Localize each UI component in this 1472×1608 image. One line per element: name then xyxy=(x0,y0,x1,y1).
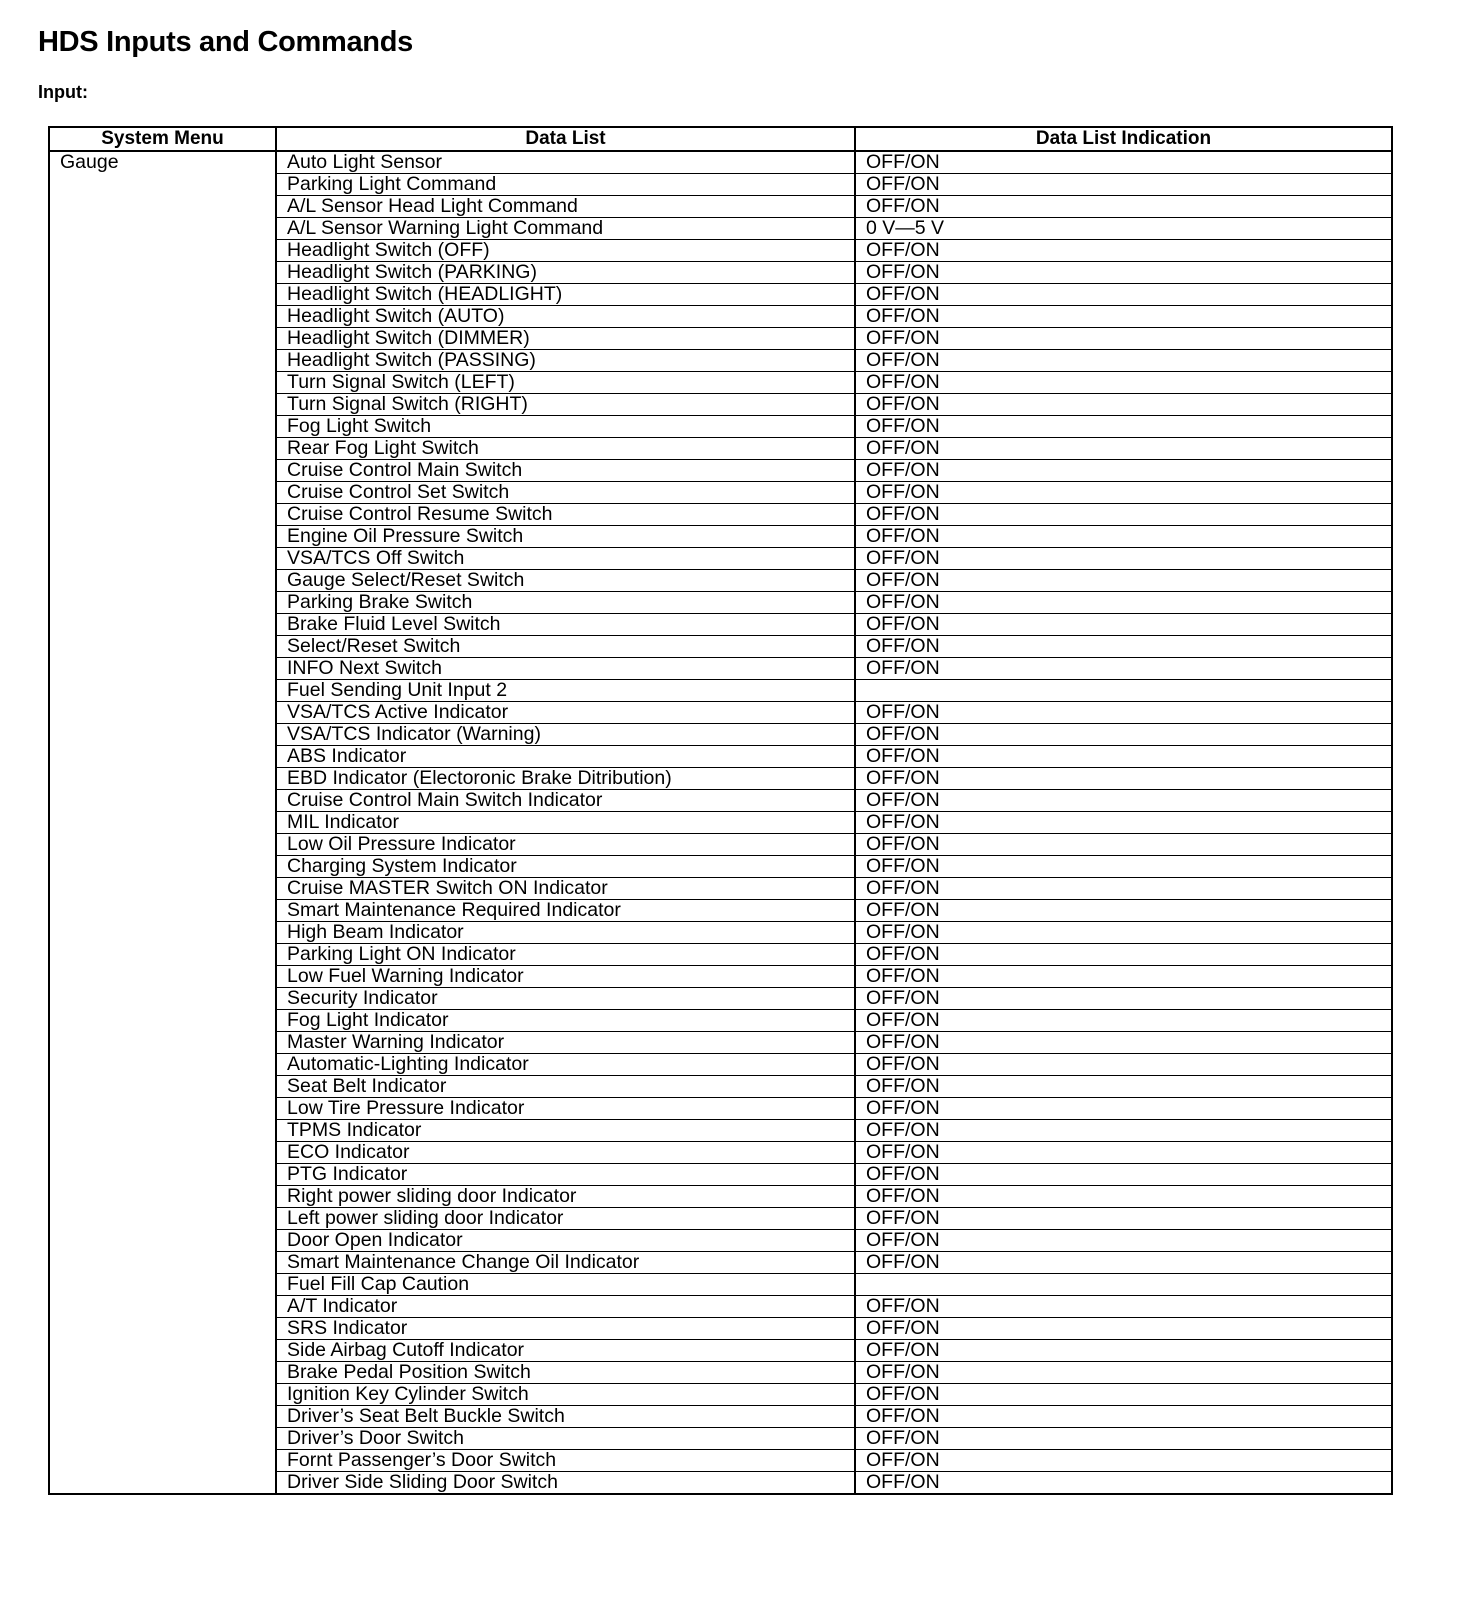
data-list-cell: Low Fuel Warning Indicator xyxy=(276,966,855,988)
indication-cell: OFF/ON xyxy=(855,394,1392,416)
indication-cell: OFF/ON xyxy=(855,1230,1392,1252)
table-body xyxy=(49,151,1392,1494)
indication-cell: OFF/ON xyxy=(855,1010,1392,1032)
data-list-cell: Driver’s Seat Belt Buckle Switch xyxy=(276,1406,855,1428)
header-data-list-indication: Data List Indication xyxy=(855,127,1392,151)
indication-cell: OFF/ON xyxy=(855,966,1392,988)
indication-cell: OFF/ON xyxy=(855,438,1392,460)
indication-cell: OFF/ON xyxy=(855,328,1392,350)
section-label: Input: xyxy=(38,82,88,102)
indication-cell: OFF/ON xyxy=(855,1362,1392,1384)
indication-cell: OFF/ON xyxy=(855,526,1392,548)
indication-cell: OFF/ON xyxy=(855,1296,1392,1318)
data-list-cell: Fog Light Indicator xyxy=(276,1010,855,1032)
indication-cell: OFF/ON xyxy=(855,702,1392,724)
indication-cell: OFF/ON xyxy=(855,174,1392,196)
data-list-cell: Gauge Select/Reset Switch xyxy=(276,570,855,592)
indication-cell: OFF/ON xyxy=(855,1252,1392,1274)
data-list-cell: VSA/TCS Off Switch xyxy=(276,548,855,570)
hds-data-table xyxy=(48,126,1393,1495)
data-list-cell: A/L Sensor Head Light Command xyxy=(276,196,855,218)
data-list-cell: EBD Indicator (Electoronic Brake Ditribution) xyxy=(276,768,855,790)
data-list-cell: Headlight Switch (DIMMER) xyxy=(276,328,855,350)
data-list-cell: ECO Indicator xyxy=(276,1142,855,1164)
data-list-cell: Charging System Indicator xyxy=(276,856,855,878)
table-row xyxy=(49,151,1392,174)
data-list-cell: Automatic-Lighting Indicator xyxy=(276,1054,855,1076)
data-list-cell: Fornt Passenger’s Door Switch xyxy=(276,1450,855,1472)
indication-cell: OFF/ON xyxy=(855,1054,1392,1076)
data-list-cell: VSA/TCS Indicator (Warning) xyxy=(276,724,855,746)
data-list-cell: Turn Signal Switch (RIGHT) xyxy=(276,394,855,416)
data-list-cell: Low Oil Pressure Indicator xyxy=(276,834,855,856)
indication-cell: OFF/ON xyxy=(855,856,1392,878)
indication-cell: OFF/ON xyxy=(855,1406,1392,1428)
indication-cell xyxy=(855,680,1392,702)
indication-cell: OFF/ON xyxy=(855,196,1392,218)
indication-cell: OFF/ON xyxy=(855,614,1392,636)
indication-cell: OFF/ON xyxy=(855,988,1392,1010)
data-list-cell: Headlight Switch (PARKING) xyxy=(276,262,855,284)
data-list-cell: TPMS Indicator xyxy=(276,1120,855,1142)
data-list-cell: Cruise MASTER Switch ON Indicator xyxy=(276,878,855,900)
data-list-cell: Master Warning Indicator xyxy=(276,1032,855,1054)
data-list-cell: Fuel Fill Cap Caution xyxy=(276,1274,855,1296)
indication-cell: OFF/ON xyxy=(855,658,1392,680)
data-list-cell: Smart Maintenance Required Indicator xyxy=(276,900,855,922)
data-list-cell: Headlight Switch (HEADLIGHT) xyxy=(276,284,855,306)
data-list-cell: Parking Brake Switch xyxy=(276,592,855,614)
data-list-cell: ABS Indicator xyxy=(276,746,855,768)
data-list-cell: Seat Belt Indicator xyxy=(276,1076,855,1098)
indication-cell: OFF/ON xyxy=(855,1098,1392,1120)
indication-cell: OFF/ON xyxy=(855,372,1392,394)
data-list-cell: Low Tire Pressure Indicator xyxy=(276,1098,855,1120)
data-list-cell: Cruise Control Main Switch xyxy=(276,460,855,482)
indication-cell: 0 V—5 V xyxy=(855,218,1392,240)
data-list-cell: A/T Indicator xyxy=(276,1296,855,1318)
data-list-cell: Fog Light Switch xyxy=(276,416,855,438)
indication-cell: OFF/ON xyxy=(855,1428,1392,1450)
data-list-cell: Parking Light Command xyxy=(276,174,855,196)
data-list-cell: Cruise Control Resume Switch xyxy=(276,504,855,526)
indication-cell: OFF/ON xyxy=(855,636,1392,658)
header-system-menu: System Menu xyxy=(49,127,276,151)
data-list-cell: Security Indicator xyxy=(276,988,855,1010)
indication-cell: OFF/ON xyxy=(855,460,1392,482)
data-list-cell: INFO Next Switch xyxy=(276,658,855,680)
indication-cell: OFF/ON xyxy=(855,1076,1392,1098)
indication-cell: OFF/ON xyxy=(855,284,1392,306)
data-list-cell: Brake Fluid Level Switch xyxy=(276,614,855,636)
data-list-cell: Side Airbag Cutoff Indicator xyxy=(276,1340,855,1362)
indication-cell: OFF/ON xyxy=(855,790,1392,812)
indication-cell: OFF/ON xyxy=(855,592,1392,614)
header-data-list: Data List xyxy=(276,127,855,151)
data-list-cell: Ignition Key Cylinder Switch xyxy=(276,1384,855,1406)
indication-cell xyxy=(855,1274,1392,1296)
indication-cell: OFF/ON xyxy=(855,1120,1392,1142)
indication-cell: OFF/ON xyxy=(855,834,1392,856)
indication-cell: OFF/ON xyxy=(855,306,1392,328)
indication-cell: OFF/ON xyxy=(855,570,1392,592)
indication-cell: OFF/ON xyxy=(855,1032,1392,1054)
indication-cell: OFF/ON xyxy=(855,1208,1392,1230)
data-list-cell: High Beam Indicator xyxy=(276,922,855,944)
indication-cell: OFF/ON xyxy=(855,262,1392,284)
indication-cell: OFF/ON xyxy=(855,416,1392,438)
indication-cell: OFF/ON xyxy=(855,944,1392,966)
data-list-cell: Door Open Indicator xyxy=(276,1230,855,1252)
indication-cell: OFF/ON xyxy=(855,482,1392,504)
data-list-cell: Left power sliding door Indicator xyxy=(276,1208,855,1230)
indication-cell: OFF/ON xyxy=(855,1472,1392,1495)
indication-cell: OFF/ON xyxy=(855,746,1392,768)
data-list-cell: A/L Sensor Warning Light Command xyxy=(276,218,855,240)
data-list-cell: Select/Reset Switch xyxy=(276,636,855,658)
data-list-cell: Brake Pedal Position Switch xyxy=(276,1362,855,1384)
indication-cell: OFF/ON xyxy=(855,922,1392,944)
indication-cell: OFF/ON xyxy=(855,878,1392,900)
indication-cell: OFF/ON xyxy=(855,504,1392,526)
data-list-cell: Headlight Switch (OFF) xyxy=(276,240,855,262)
data-list-cell: Smart Maintenance Change Oil Indicator xyxy=(276,1252,855,1274)
data-list-cell: PTG Indicator xyxy=(276,1164,855,1186)
indication-cell: OFF/ON xyxy=(855,151,1392,174)
table-header-row xyxy=(49,127,1392,151)
data-list-cell: Driver Side Sliding Door Switch xyxy=(276,1472,855,1495)
data-list-cell: Headlight Switch (AUTO) xyxy=(276,306,855,328)
page-title: HDS Inputs and Commands xyxy=(38,26,413,58)
data-list-cell: Driver’s Door Switch xyxy=(276,1428,855,1450)
indication-cell: OFF/ON xyxy=(855,1384,1392,1406)
indication-cell: OFF/ON xyxy=(855,900,1392,922)
system-menu-cell: Gauge xyxy=(49,151,276,1494)
indication-cell: OFF/ON xyxy=(855,350,1392,372)
indication-cell: OFF/ON xyxy=(855,1318,1392,1340)
indication-cell: OFF/ON xyxy=(855,1142,1392,1164)
data-list-cell: Headlight Switch (PASSING) xyxy=(276,350,855,372)
indication-cell: OFF/ON xyxy=(855,1450,1392,1472)
data-list-cell: VSA/TCS Active Indicator xyxy=(276,702,855,724)
data-list-cell: Rear Fog Light Switch xyxy=(276,438,855,460)
indication-cell: OFF/ON xyxy=(855,768,1392,790)
indication-cell: OFF/ON xyxy=(855,724,1392,746)
data-list-cell: SRS Indicator xyxy=(276,1318,855,1340)
indication-cell: OFF/ON xyxy=(855,1164,1392,1186)
indication-cell: OFF/ON xyxy=(855,1186,1392,1208)
data-list-cell: Turn Signal Switch (LEFT) xyxy=(276,372,855,394)
data-list-cell: Parking Light ON Indicator xyxy=(276,944,855,966)
indication-cell: OFF/ON xyxy=(855,1340,1392,1362)
data-list-cell: Auto Light Sensor xyxy=(276,151,855,174)
data-list-cell: Cruise Control Main Switch Indicator xyxy=(276,790,855,812)
data-list-cell: Fuel Sending Unit Input 2 xyxy=(276,680,855,702)
data-list-cell: Engine Oil Pressure Switch xyxy=(276,526,855,548)
indication-cell: OFF/ON xyxy=(855,548,1392,570)
data-list-cell: Right power sliding door Indicator xyxy=(276,1186,855,1208)
indication-cell: OFF/ON xyxy=(855,240,1392,262)
data-list-cell: MIL Indicator xyxy=(276,812,855,834)
data-list-cell: Cruise Control Set Switch xyxy=(276,482,855,504)
indication-cell: OFF/ON xyxy=(855,812,1392,834)
